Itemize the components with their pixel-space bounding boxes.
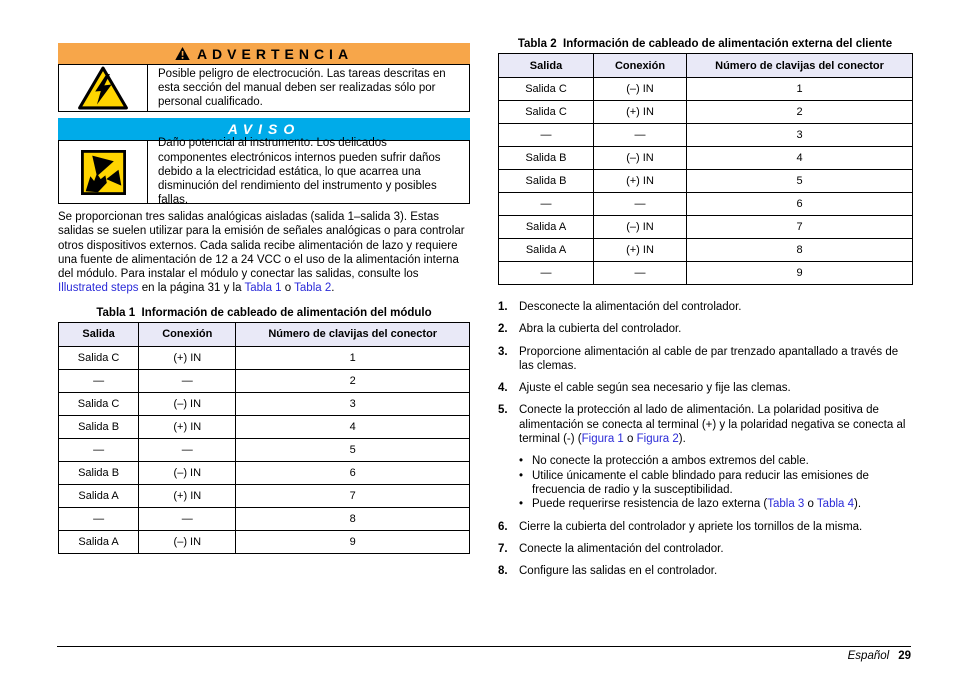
warning-text: Posible peligro de electrocución. Las tareas descritas en esta sección del manual deben ser realizadas sólo por personal cualificado. (158, 67, 446, 109)
step-text: Proporcione alimentación al cable de par trenzado apantallado a través de las clemas. (519, 345, 899, 372)
step-number: 2. (498, 323, 508, 336)
table-cell: 8 (236, 507, 470, 530)
instruction-steps (498, 300, 912, 578)
step-text: Desconecte la alimentación del controlador. (519, 301, 742, 313)
table-cell: (+) IN (139, 346, 236, 369)
table-cell: (–) IN (594, 147, 687, 170)
step-text: Abra la cubierta del controlador. (519, 323, 682, 336)
table2-header-conexion: Conexión (594, 54, 687, 78)
table-cell: Salida C (59, 392, 139, 415)
table1-header-salida: Salida (59, 322, 139, 346)
table-row (499, 78, 913, 101)
table-cell: Salida B (59, 461, 139, 484)
link-tabla-3[interactable]: Tabla 3 (767, 498, 805, 511)
table-row (59, 530, 470, 553)
table-row (59, 484, 470, 507)
footer-language: Español (847, 650, 890, 662)
table-row (499, 262, 913, 285)
table-cell: (+) IN (594, 239, 687, 262)
step-3 (498, 345, 912, 374)
table2-header-row (499, 54, 913, 78)
step-number: 5. (498, 404, 508, 417)
table-cell: 3 (687, 124, 913, 147)
step-6 (498, 520, 912, 534)
table-cell: (+) IN (139, 415, 236, 438)
step-text: Ajuste el cable según sea necesario y fije las clemas. (519, 382, 791, 395)
link-tabla-2[interactable]: Tabla 2 (294, 282, 332, 295)
step-number: 7. (498, 542, 508, 555)
table-cell: — (594, 193, 687, 216)
notice-text: Daño potencial al instrumento. Los delicados componentes electrónicos internos pueden sufrir daños debido a la electricidad estática, lo que acarrea una disminución del rendimiento del instrumento y posibles fallas. (158, 137, 441, 207)
table2-header-clavijas: Número de clavijas del conector (687, 54, 913, 78)
table-cell: — (139, 507, 236, 530)
table-cell: — (499, 124, 594, 147)
step-number: 8. (498, 565, 508, 578)
step-text: Cierre la cubierta del controlador y apriete los tornillos de la misma. (519, 520, 863, 533)
bullet-text: Utilice únicamente el cable blindado para reducir las emisiones de frecuencia de radio y la susceptibilidad. (532, 469, 869, 496)
table-row (499, 193, 913, 216)
table-cell: 1 (236, 346, 470, 369)
bullet-1 (519, 454, 912, 468)
table2-caption: Tabla 2 Información de cableado de alimentación externa del cliente (517, 38, 893, 50)
table-row (499, 147, 913, 170)
table-cell: Salida A (499, 239, 594, 262)
step-text: Conecte la alimentación del controlador. (519, 542, 724, 555)
step-4 (498, 381, 912, 395)
step-7 (498, 542, 912, 556)
left-column (58, 43, 470, 554)
table-row (499, 124, 913, 147)
high-voltage-icon (59, 65, 148, 111)
bullet-icon (519, 454, 532, 468)
table-cell: 4 (236, 415, 470, 438)
table-cell: (–) IN (594, 216, 687, 239)
table-cell: (–) IN (594, 78, 687, 101)
table-cell: — (139, 369, 236, 392)
step-number: 4. (498, 382, 508, 395)
table-cell: 6 (687, 193, 913, 216)
table-cell: — (594, 262, 687, 285)
step-8 (498, 564, 912, 578)
warning-header (58, 43, 470, 64)
table1-caption: Tabla 1 Información de cableado de alimentación del módulo (96, 306, 432, 319)
bullet-text: No conecte la protección a ambos extremos del cable. (532, 455, 809, 468)
table-row (499, 170, 913, 193)
step-text: Configure las salidas en el controlador. (519, 565, 718, 578)
notice-body (58, 137, 470, 207)
table1 (58, 322, 470, 554)
table-cell: (–) IN (139, 461, 236, 484)
table-cell: 8 (687, 239, 913, 262)
bullet-2 (519, 469, 912, 498)
footer-divider (57, 646, 911, 647)
table-cell: Salida A (59, 484, 139, 507)
table-cell: 6 (236, 461, 470, 484)
table-row (59, 346, 470, 369)
right-column (498, 38, 912, 586)
table-cell: 9 (236, 530, 470, 553)
table-cell: (–) IN (139, 530, 236, 553)
table-cell: — (59, 369, 139, 392)
table-row (59, 438, 470, 461)
link-figura-2[interactable]: Figura 2 (636, 433, 679, 446)
table-row (59, 461, 470, 484)
warning-title: ADVERTENCIA (196, 45, 354, 62)
notice-box (58, 118, 470, 207)
step-number: 3. (498, 345, 508, 358)
step-number: 6. (498, 520, 508, 533)
step-1 (498, 300, 912, 314)
table-cell: — (499, 193, 594, 216)
table-cell: — (499, 262, 594, 285)
table-cell: Salida C (499, 78, 594, 101)
table-cell: — (594, 124, 687, 147)
table-cell: 4 (687, 147, 913, 170)
table-cell: Salida B (59, 415, 139, 438)
table1-header-clavijas: Número de clavijas del conector (236, 322, 470, 346)
bullet-3 (519, 497, 912, 511)
table-row (499, 216, 913, 239)
bullet-icon (519, 469, 532, 498)
table1-header-row (59, 322, 470, 346)
table-cell: 7 (687, 216, 913, 239)
table-row (59, 392, 470, 415)
warning-box (58, 43, 470, 112)
table-cell: 5 (687, 170, 913, 193)
table2 (498, 53, 913, 285)
table-cell: 2 (236, 369, 470, 392)
table1-header-conexion: Conexión (139, 322, 236, 346)
table-cell: — (59, 438, 139, 461)
table-row (59, 507, 470, 530)
step-number: 1. (498, 301, 508, 313)
bullet-icon (519, 497, 532, 511)
table-cell: — (59, 507, 139, 530)
footer (57, 650, 911, 662)
warning-triangle-icon (175, 47, 190, 60)
step-5 (498, 403, 912, 511)
link-tabla-1[interactable]: Tabla 1 (244, 282, 282, 295)
table-cell: (+) IN (594, 101, 687, 124)
table-row (499, 239, 913, 262)
table-cell: Salida C (499, 101, 594, 124)
table-cell: (+) IN (139, 484, 236, 507)
table-cell: 7 (236, 484, 470, 507)
link-figura-1[interactable]: Figura 1 (581, 433, 624, 446)
warning-body (58, 64, 470, 112)
table-cell: (–) IN (139, 392, 236, 415)
intro-text: Se proporcionan tres salidas analógicas aisladas (salida 1–salida 3). Estas salidas se suelen utilizar para la emisión de señales analógicas o para controlar otros dispositivos externos. Cada salida recibe alimentación de lazo y requiere una fuente de alimentación de 12 a 24 VCC o el uso de la alimentación interna del módulo. Para instalar el módulo y conectar las salidas, consulte los (58, 211, 465, 281)
link-tabla-4[interactable]: Tabla 4 (816, 498, 855, 511)
footer-page-number: 29 (898, 650, 911, 662)
table-row (59, 415, 470, 438)
table-row (59, 369, 470, 392)
table-cell: Salida B (499, 147, 594, 170)
step-5-bullets (519, 454, 912, 511)
intro-paragraph: Se proporcionan tres salidas analógicas aisladas (salida 1–salida 3). Estas salidas se suelen utilizar para la emisión de señales analógicas o para controlar otros dispositivos externos. Cada salida recibe alimentación de lazo y requiere una fuente de alimentación de 12 a 24 VCC o el uso de la alimentación interna del módulo. Para instalar el módulo y conectar las salidas, consulte los Illustrated steps en la página 31 y la Tabla 1 o Tabla 2. (58, 211, 465, 295)
table-cell: Salida C (59, 346, 139, 369)
table-cell: — (139, 438, 236, 461)
step-2 (498, 322, 912, 336)
notice-title: AVISO (227, 121, 301, 137)
table-cell: Salida B (499, 170, 594, 193)
bullet-text: Puede requerirse resistencia de lazo externa (Tabla 3 o Tabla 4). (532, 498, 862, 511)
esd-hazard-icon (59, 141, 148, 203)
table-cell: 5 (236, 438, 470, 461)
step-text: Conecte la protección al lado de alimentación. La polaridad positiva de alimentación se conecta al terminal (+) y la polaridad negativa se conecta al terminal (-) (Figura 1 o Figura 2). • No conecte la protección a ambos extremos del cable. • Utilice únicamente el cable blindado para reducir las emisiones de frecuencia de radio y la susceptibilidad. • Puede requerirse resistencia de lazo externa (Tabla 3 o Tabla 4). (519, 403, 912, 511)
table-cell: 2 (687, 101, 913, 124)
table-cell: (+) IN (594, 170, 687, 193)
table-cell: Salida A (499, 216, 594, 239)
table2-header-salida: Salida (499, 54, 594, 78)
table-cell: 1 (687, 78, 913, 101)
table-cell: 3 (236, 392, 470, 415)
table-cell: 9 (687, 262, 913, 285)
table-cell: Salida A (59, 530, 139, 553)
link-illustrated-steps[interactable]: Illustrated steps (58, 282, 139, 295)
table-row (499, 101, 913, 124)
